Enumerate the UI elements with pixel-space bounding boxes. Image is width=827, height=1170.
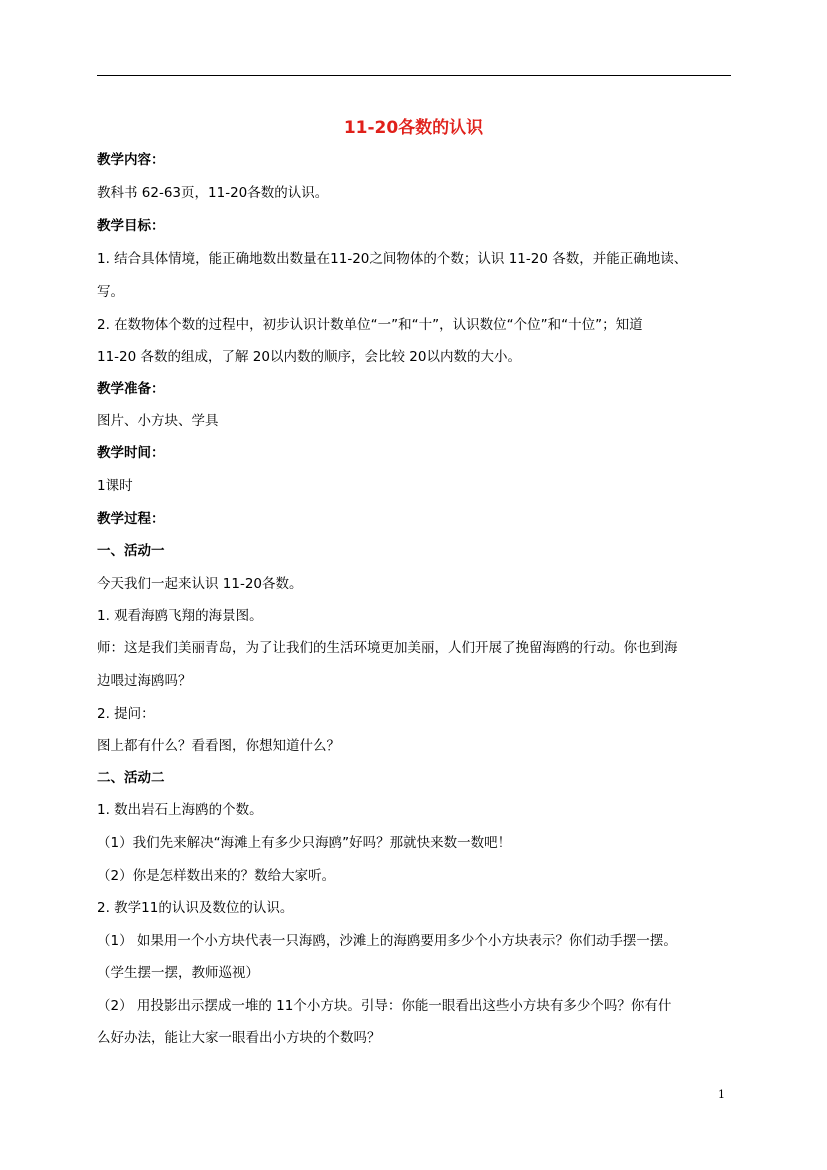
paragraph-line: （2）你是怎样数出来的？数给大家听。 — [97, 868, 336, 884]
heading-activity-one: 一、活动一 — [97, 543, 165, 559]
paragraph-line: （1）我们先来解决“海滩上有多少只海鸥”好吗？那就快来数一数吧！ — [97, 835, 512, 851]
paragraph-line: （1） 如果用一个小方块代表一只海鸥，沙滩上的海鸥要用多少个小方块表示？你们动手摆一摆。 — [97, 933, 677, 949]
heading-goals: 教学目标： — [97, 218, 165, 234]
paragraph-line: 2. 教学11的认识及数位的认识。 — [97, 900, 294, 916]
paragraph-line: 边喂过海鸥吗？ — [97, 673, 192, 689]
paragraph-line: 么好办法，能让大家一眼看出小方块的个数吗？ — [97, 1030, 381, 1046]
paragraph-line: （学生摆一摆，教师巡视） — [97, 965, 259, 981]
paragraph-line: 11-20 各数的组成，了解 20以内数的顺序，会比较 20以内数的大小。 — [97, 349, 521, 365]
paragraph-line: 图片、小方块、学具 — [97, 413, 219, 429]
header-rule — [97, 75, 731, 76]
paragraph-line: 师：这是我们美丽青岛，为了让我们的生活环境更加美丽，人们开展了挽留海鸥的行动。你也到海 — [97, 640, 678, 656]
heading-content: 教学内容： — [97, 152, 165, 168]
paragraph-line: 图上都有什么？看看图，你想知道什么？ — [97, 738, 340, 754]
paragraph-line: （2） 用投影出示摆成一堆的 11个小方块。引导：你能一眼看出这些小方块有多少个吗？你有什 — [97, 998, 672, 1014]
paragraph-line: 1. 数出岩石上海鸥的个数。 — [97, 802, 263, 818]
paragraph-line: 今天我们一起来认识 11-20各数。 — [97, 576, 303, 592]
paragraph-line: 2. 在数物体个数的过程中，初步认识计数单位“一”和“十”，认识数位“个位”和“十位”；知道 — [97, 317, 643, 333]
paragraph-line: 1. 观看海鸥飞翔的海景图。 — [97, 608, 263, 624]
document-title: 11-20各数的认识 — [343, 118, 484, 138]
page-number: 1 — [718, 1088, 725, 1101]
paragraph-line: 2. 提问： — [97, 706, 155, 722]
heading-time: 教学时间： — [97, 445, 165, 461]
paragraph-line: 1. 结合具体情境，能正确地数出数量在11-20之间物体的个数；认识 11-20 各数，并能正确地读、 — [97, 251, 688, 267]
paragraph-line: 写。 — [97, 284, 124, 300]
heading-process: 教学过程： — [97, 511, 165, 527]
heading-preparation: 教学准备： — [97, 381, 165, 397]
paragraph-line: 教科书 62-63页，11-20各数的认识。 — [97, 185, 329, 201]
heading-activity-two: 二、活动二 — [97, 770, 165, 786]
paragraph-line: 1课时 — [97, 478, 133, 494]
